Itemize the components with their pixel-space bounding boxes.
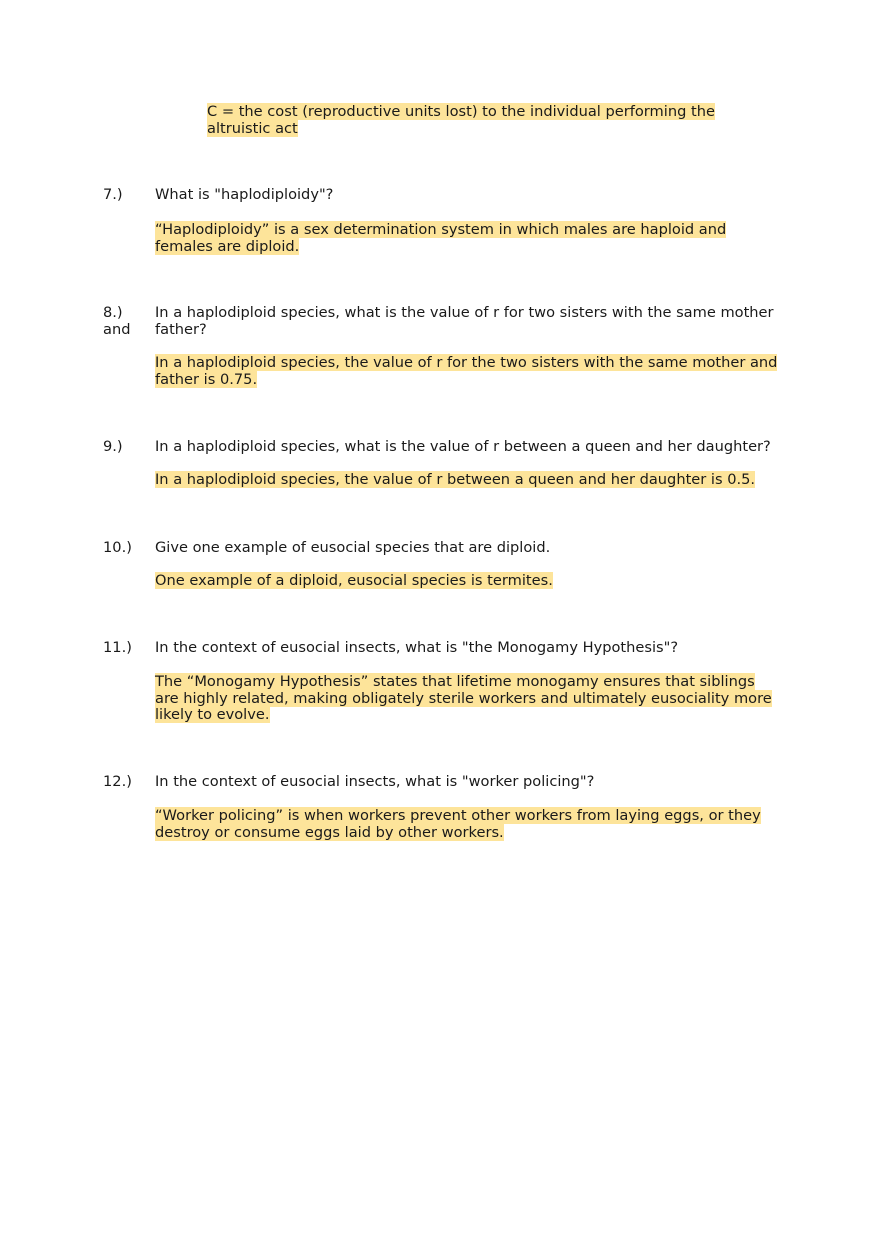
question-number: 7.)	[103, 186, 123, 203]
question-text: In a haplodiploid species, what is the value of r for two sisters with the same mother father?	[155, 304, 774, 338]
answer-highlight: The “Monogamy Hypothesis” states that lifetime monogamy ensures that siblings are highly related, making obligately sterile workers and ultimately eusociality more likely to evolve.	[155, 673, 772, 723]
question-number: 8.) and	[103, 304, 131, 338]
answer-highlight: One example of a diploid, eusocial species is termites.	[155, 572, 553, 589]
question-number: 10.)	[103, 539, 132, 556]
cost-definition-text: C = the cost (reproductive units lost) to the individual performing the altruistic act	[207, 103, 715, 137]
answer-text	[155, 674, 780, 724]
answer-highlight: In a haplodiploid species, the value of r between a queen and her daughter is 0.5.	[155, 471, 756, 488]
answer-highlight: In a haplodiploid species, the value of r for the two sisters with the same mother and father is 0.75.	[155, 354, 778, 388]
answer-text	[155, 355, 780, 388]
answer-text	[155, 808, 780, 841]
question-number: 9.)	[103, 438, 123, 455]
answer-text	[155, 573, 780, 590]
question-text: In the context of eusocial insects, what is "the Monogamy Hypothesis"?	[155, 639, 679, 656]
answer-highlight: “Haplodiploidy” is a sex determination system in which males are haploid and females are diploid.	[155, 221, 727, 255]
answer-text	[155, 472, 780, 489]
question-text: What is "haplodiploidy"?	[155, 186, 334, 203]
question-text: Give one example of eusocial species that are diploid.	[155, 539, 551, 556]
answer-highlight: “Worker policing” is when workers prevent other workers from laying eggs, or they destroy or consume eggs laid by other workers.	[155, 807, 761, 841]
question-text: In the context of eusocial insects, what is "worker policing"?	[155, 773, 595, 790]
cost-definition	[207, 104, 782, 137]
question-text: In a haplodiploid species, what is the value of r between a queen and her daughter?	[155, 438, 771, 455]
question-number: 12.)	[103, 773, 132, 790]
question-number: 11.)	[103, 639, 132, 656]
answer-text	[155, 222, 780, 255]
